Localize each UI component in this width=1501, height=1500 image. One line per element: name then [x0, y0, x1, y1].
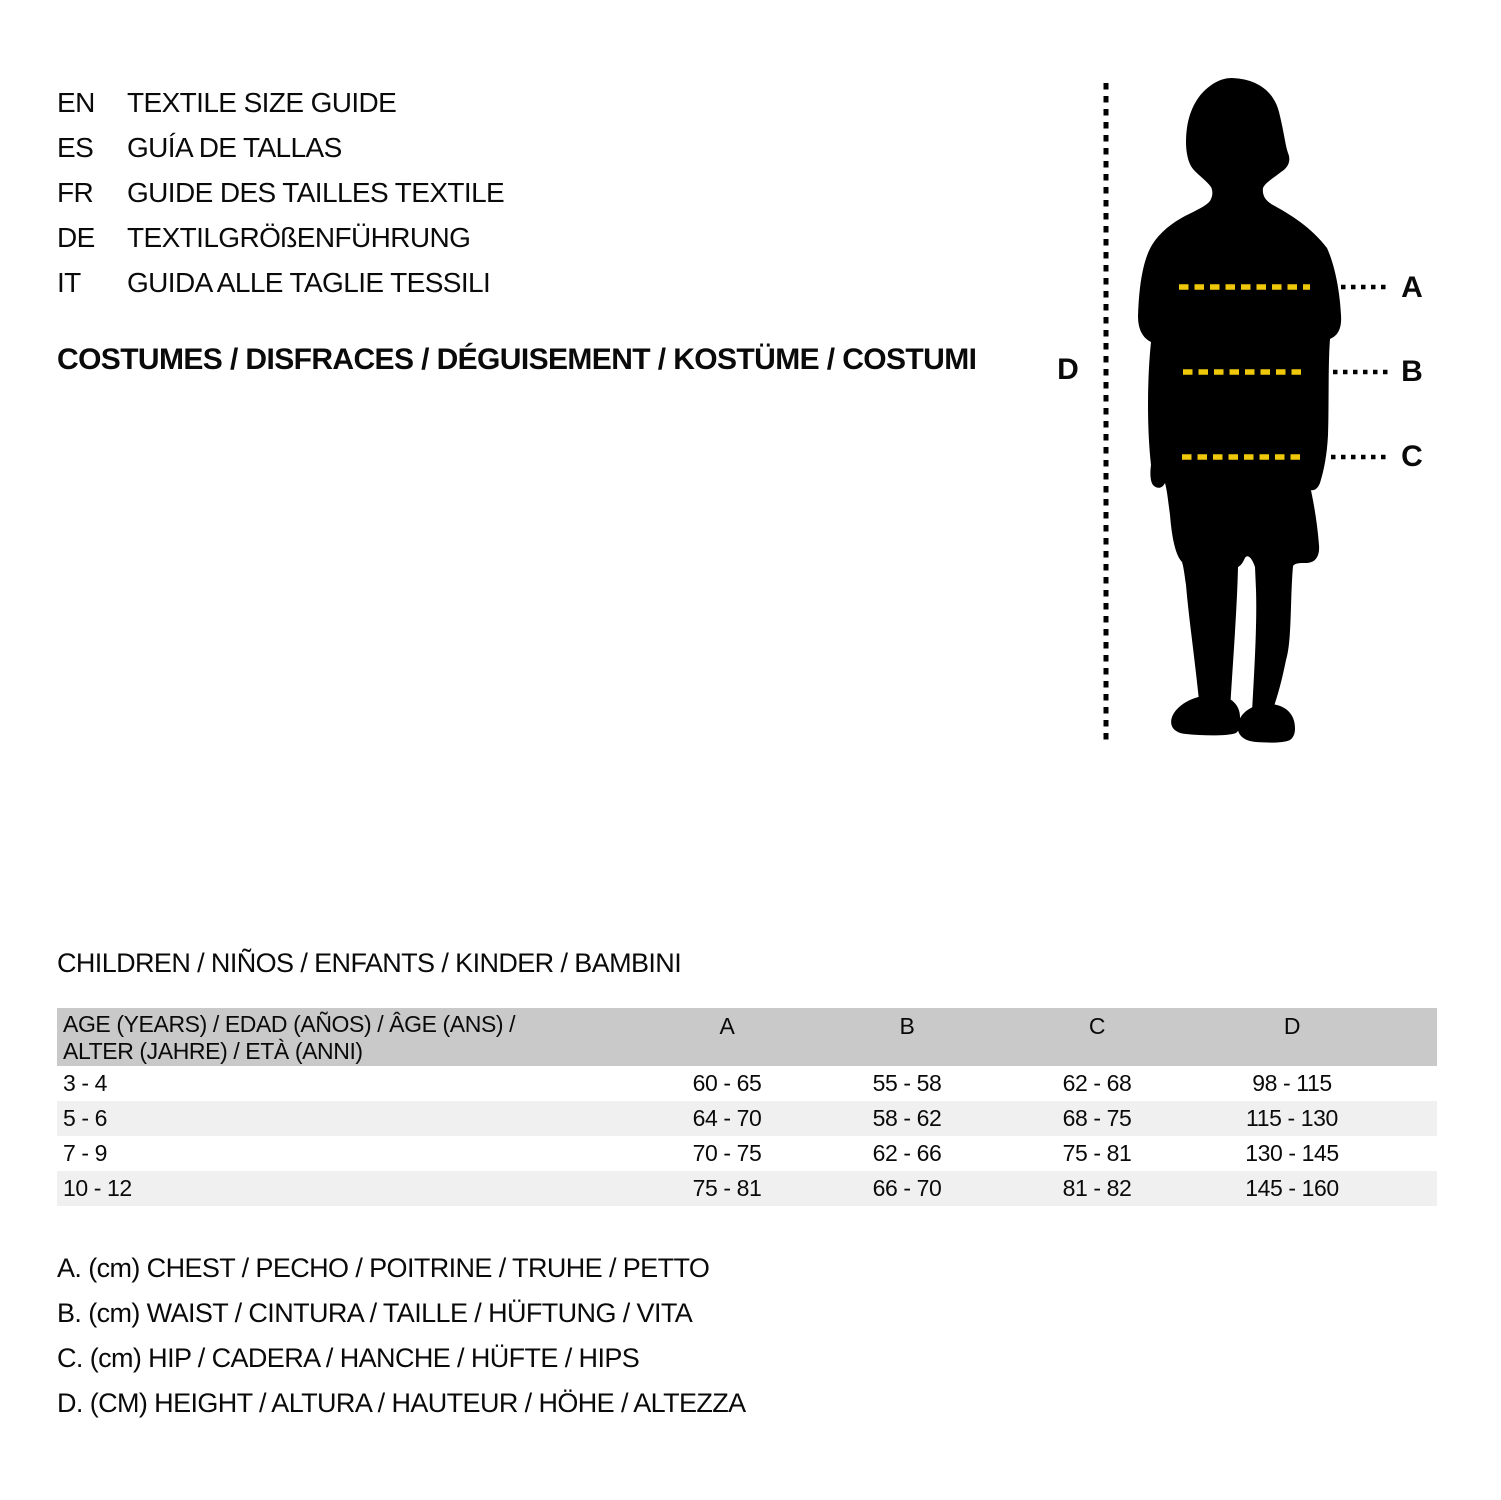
waist-label-b: B: [1401, 355, 1423, 388]
chest-cell: 75 - 81: [692, 1175, 762, 1201]
table-row: [57, 1136, 1437, 1171]
lang-code: IT: [57, 266, 81, 298]
hip-cell: 62 - 68: [1062, 1070, 1132, 1096]
lang-code: FR: [57, 176, 94, 208]
front-shoe: [1171, 695, 1240, 735]
language-title-list: [57, 80, 504, 305]
hip-cell: 68 - 75: [1062, 1105, 1132, 1131]
legend-waist: B. (cm) WAIST / CINTURA / TAILLE / HÜFTUNG / VITA: [57, 1298, 693, 1328]
age-cell: 3 - 4: [63, 1070, 108, 1096]
legend-height: D. (CM) HEIGHT / ALTURA / HAUTEUR / HÖHE / ALTEZZA: [57, 1388, 746, 1418]
age-cell: 7 - 9: [63, 1140, 108, 1166]
hip-cell: 81 - 82: [1062, 1175, 1132, 1201]
child-silhouette: [1138, 78, 1341, 743]
age-cell: 5 - 6: [63, 1105, 108, 1131]
lang-row-es: [57, 125, 504, 170]
age-cell: 10 - 12: [63, 1175, 132, 1201]
waist-cell: 62 - 66: [872, 1140, 942, 1166]
chest-label-a: A: [1401, 271, 1423, 304]
table-row: [57, 1066, 1437, 1101]
waist-cell: 66 - 70: [872, 1175, 942, 1201]
back-shoe: [1238, 704, 1295, 743]
children-size-table: [57, 1008, 1437, 1206]
lang-title: GUIDE DES TAILLES TEXTILE: [127, 176, 505, 208]
height-label-d: D: [1057, 353, 1079, 386]
column-header-b: B: [899, 1013, 915, 1039]
lang-title: TEXTILGRÖßENFÜHRUNG: [127, 221, 471, 253]
category-title: COSTUMES / DISFRACES / DÉGUISEMENT / KOSTÜME / COSTUMI: [57, 343, 977, 376]
lang-code: EN: [57, 86, 95, 118]
height-cell: 145 - 160: [1245, 1175, 1339, 1201]
column-header-c: C: [1088, 1013, 1106, 1039]
lang-code: DE: [57, 221, 95, 253]
column-header-a: A: [719, 1013, 735, 1039]
height-cell: 98 - 115: [1252, 1070, 1332, 1096]
size-table-header: [57, 1008, 1437, 1066]
column-header-d: D: [1283, 1013, 1301, 1039]
table-row: [57, 1171, 1437, 1206]
age-header-line1: AGE (YEARS) / EDAD (AÑOS) / ÂGE (ANS) /: [63, 1011, 516, 1037]
lang-title: TEXTILE SIZE GUIDE: [127, 86, 397, 118]
child-silhouette-diagram: [1040, 60, 1470, 760]
hip-label-c: C: [1401, 440, 1423, 473]
lang-row-de: [57, 215, 504, 260]
waist-cell: 55 - 58: [872, 1070, 942, 1096]
lang-title: GUIDA ALLE TAGLIE TESSILI: [127, 266, 491, 298]
height-cell: 130 - 145: [1245, 1140, 1339, 1166]
age-header-line2: ALTER (JAHRE) / ETÀ (ANNI): [63, 1038, 363, 1064]
children-section-title: CHILDREN / NIÑOS / ENFANTS / KINDER / BAMBINI: [57, 948, 682, 978]
lang-row-fr: [57, 170, 504, 215]
lang-title: GUÍA DE TALLAS: [127, 131, 342, 163]
age-column-header: [57, 1011, 637, 1065]
chest-cell: 64 - 70: [692, 1105, 762, 1131]
lang-code: ES: [57, 131, 94, 163]
height-cell: 115 - 130: [1246, 1105, 1338, 1131]
measurement-legend: [57, 1246, 746, 1426]
legend-hip: C. (cm) HIP / CADERA / HANCHE / HÜFTE / HIPS: [57, 1343, 640, 1373]
measurement-diagram: [1040, 60, 1470, 760]
table-row: [57, 1101, 1437, 1136]
legend-chest: A. (cm) CHEST / PECHO / POITRINE / TRUHE / PETTO: [57, 1253, 710, 1283]
hip-cell: 75 - 81: [1062, 1140, 1132, 1166]
lang-row-it: [57, 260, 504, 305]
chest-cell: 60 - 65: [692, 1070, 762, 1096]
lang-row-en: [57, 80, 504, 125]
waist-cell: 58 - 62: [872, 1105, 942, 1131]
chest-cell: 70 - 75: [692, 1140, 762, 1166]
